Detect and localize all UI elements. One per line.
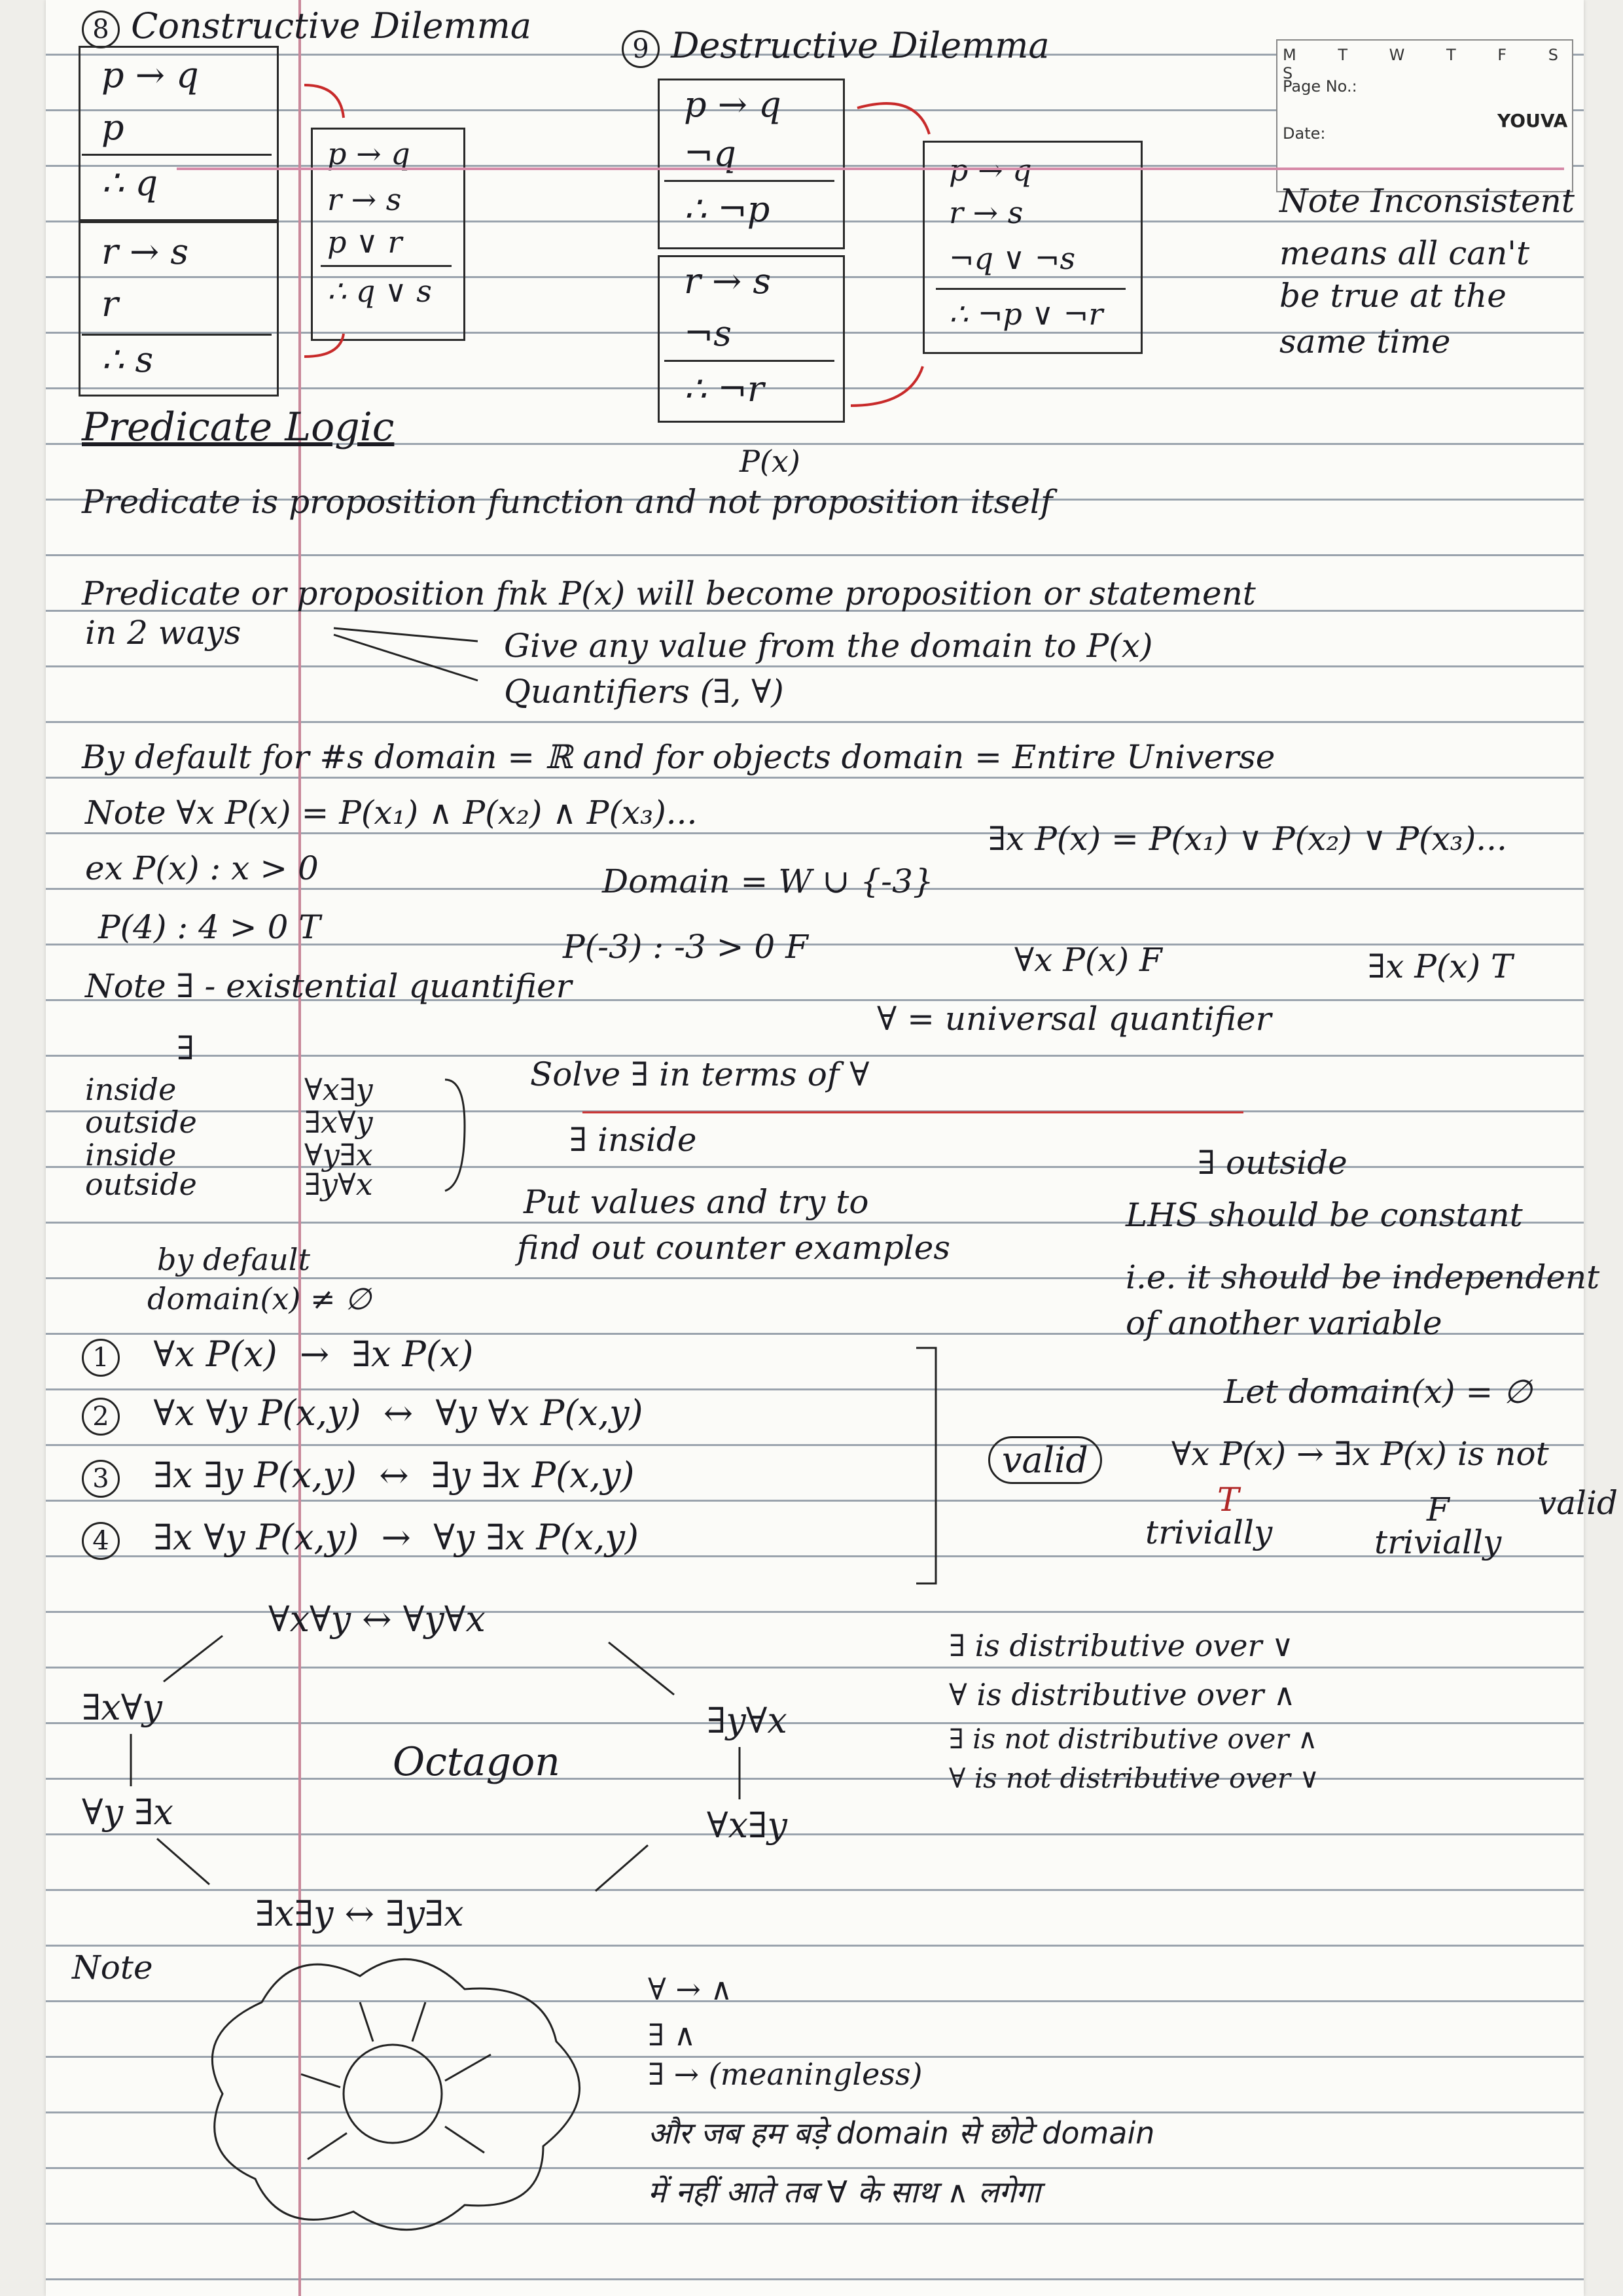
distributive-4: ∀ is not distributive over ∨ [949, 1762, 1320, 1794]
predicate-line3: in 2 ways [85, 614, 241, 652]
domain-nonempty: domain(x) ≠ ∅ [147, 1281, 372, 1316]
cc-line3: p ∨ r [327, 224, 402, 260]
trivially-2: trivially [1374, 1523, 1502, 1561]
nest-expr-4: ∃y∀x [304, 1167, 373, 1202]
empty-domain-t: T [1217, 1481, 1240, 1519]
page-no-label: Page No.: [1283, 77, 1357, 96]
c1-line3: ∴ q [101, 162, 158, 203]
cloud-arrow-6 [445, 2127, 484, 2153]
nest-label-2: outside [85, 1104, 197, 1140]
cloud-sketch [212, 1959, 579, 2229]
exists-result: ∃x P(x) T [1368, 947, 1513, 985]
lhs-constant: LHS should be constant [1126, 1196, 1523, 1234]
nest-label-3: inside [85, 1137, 177, 1173]
d2-line2: ¬s [684, 313, 732, 354]
solve-exists: Solve ∃ in terms of ∀ [530, 1055, 870, 1093]
example-line: ex P(x) : x > 0 [85, 849, 319, 887]
valid-badge: valid [988, 1436, 1102, 1484]
octagon-top: ∀x∀y ↔ ∀y∀x [268, 1598, 486, 1640]
bottom-note-hindi1: और जब हम बड़े domain से छोटे domain [648, 2115, 1155, 2151]
octagon-left2: ∀y ∃x [82, 1792, 174, 1833]
bottom-note-l2: ∃ ∧ [648, 2017, 696, 2053]
brand-logo: YOUVA [1497, 110, 1568, 132]
d2-line3: ∴ ¬r [684, 368, 764, 410]
cloud-arrow-2 [412, 2002, 425, 2041]
d1-line2: ¬q [684, 133, 736, 174]
exists-outside: ∃ outside [1198, 1144, 1347, 1182]
nest-label-4: outside [85, 1167, 197, 1202]
exists-inside: ∃ inside [569, 1121, 697, 1159]
section9-heading: 9 Destructive Dilemma [622, 26, 1050, 68]
octagon-right2: ∀x∃y [707, 1805, 787, 1846]
domain-circle [344, 2045, 442, 2143]
note-exists-expansion: ∃x P(x) = P(x₁) ∨ P(x₂) ∨ P(x₃)... [988, 820, 1507, 858]
rule-2: 2 ∀x ∀y P(x,y) ↔ ∀y ∀x P(x,y) [82, 1394, 643, 1436]
c2-line2: r [101, 283, 118, 325]
oct-arrow-3 [157, 1839, 209, 1884]
another-variable: of another variable [1126, 1304, 1442, 1342]
octagon-bottom: ∃x∃y ↔ ∃y∃x [255, 1893, 464, 1934]
sketch-layer [46, 0, 1584, 2296]
exists-symbol: ∃ [177, 1029, 195, 1067]
p4-eval: P(4) : 4 > 0 T [98, 908, 321, 946]
bottom-note-label: Note [72, 1949, 153, 1987]
empty-domain-f: F [1427, 1491, 1450, 1528]
cc-line2: r → s [327, 182, 402, 217]
cc-line1: p → q [327, 136, 410, 171]
c2-line3: ∴ s [101, 339, 154, 380]
dc-line2: r → s [949, 195, 1024, 230]
note-inconsistent-3: be true at the [1279, 277, 1507, 315]
nest-expr-1: ∀x∃y [304, 1072, 373, 1107]
rule-3: 3 ∃x ∃y P(x,y) ↔ ∃y ∃x P(x,y) [82, 1456, 634, 1498]
way2-arrow [334, 635, 478, 680]
bottom-note-l3: ∃ → (meaningless) [648, 2057, 923, 2092]
universal-quantifier: ∀ = universal quantifier [877, 1000, 1272, 1038]
note-inconsistent-1: Note Inconsistent [1279, 182, 1575, 220]
nesting-bracket [445, 1080, 465, 1191]
d1-line1: p → q [684, 84, 781, 125]
red-arrow-2 [304, 334, 344, 357]
octagon-left1: ∃x∀y [82, 1687, 162, 1728]
cc-line4: ∴ q ∨ s [327, 274, 432, 309]
dc-line4: ∴ ¬p ∨ ¬r [949, 296, 1103, 332]
distributive-2: ∀ is distributive over ∧ [949, 1677, 1296, 1712]
weekday-row: M T W T F S S [1283, 46, 1577, 82]
empty-domain-let: Let domain(x) = ∅ [1224, 1373, 1532, 1411]
empty-domain-valid: valid [1538, 1484, 1618, 1522]
nest-expr-3: ∀y∃x [304, 1137, 373, 1173]
predicate-way1: Give any value from the domain to P(x) [504, 627, 1153, 665]
c1-line2: p [101, 107, 124, 148]
bottom-note-l1: ∀ → ∧ [648, 1971, 733, 2007]
d2-line1: r → s [684, 260, 772, 302]
note-forall-expansion: Note ∀x P(x) = P(x₁) ∧ P(x₂) ∧ P(x₃)... [85, 794, 698, 832]
oct-arrow-1 [164, 1636, 223, 1682]
trivially-1: trivially [1145, 1513, 1273, 1551]
red-arrow-4 [851, 366, 923, 406]
notebook-page [46, 0, 1618, 2296]
predicate-line2: Predicate or proposition fnk P(x) will become proposition or statement [82, 574, 1256, 612]
section8-heading: 8 Constructive Dilemma [82, 7, 531, 48]
date-label: Date: [1283, 124, 1326, 143]
forall-result: ∀x P(x) F [1014, 941, 1162, 979]
note-inconsistent-4: same time [1279, 323, 1451, 361]
put-values: Put values and try to [524, 1183, 869, 1221]
pm3-eval: P(-3) : -3 > 0 F [563, 928, 808, 966]
note-existential: Note ∃ - existential quantifier [85, 967, 572, 1005]
bottom-note-hindi2: में नहीं आते तब ∀ के साथ ∧ लगेगा [648, 2174, 1041, 2210]
predicate-line1: Predicate is proposition function and not proposition itself [82, 483, 1053, 521]
rule-1: 1 ∀x P(x) → ∃x P(x) [82, 1335, 473, 1377]
distributive-1: ∃ is distributive over ∨ [949, 1628, 1294, 1663]
cloud-arrow-5 [308, 2133, 347, 2159]
cloud-arrow-3 [301, 2074, 340, 2087]
by-default: by default [157, 1242, 310, 1277]
empty-domain-stmt: ∀x P(x) → ∃x P(x) is not [1171, 1435, 1549, 1473]
octagon-right1: ∃y∀x [707, 1700, 787, 1741]
c1-line1: p → q [101, 54, 199, 96]
rules-bracket [916, 1348, 936, 1583]
dc-line1: p → q [949, 152, 1032, 188]
cloud-arrow-1 [360, 2002, 373, 2041]
d1-line3: ∴ ¬p [684, 188, 770, 230]
note-inconsistent-2: means all can't [1279, 234, 1530, 272]
dc-line3: ¬q ∨ ¬s [949, 241, 1076, 276]
example-domain: Domain = W ∪ {-3} [602, 862, 934, 900]
predicate-heading: Predicate Logic [82, 404, 395, 450]
nest-expr-2: ∃x∀y [304, 1104, 373, 1140]
octagon-center: Octagon [393, 1739, 560, 1785]
find-counter: find out counter examples [517, 1229, 950, 1267]
predicate-way2: Quantifiers (∃, ∀) [504, 673, 784, 711]
oct-arrow-6 [596, 1845, 648, 1891]
independent: i.e. it should be independent [1126, 1258, 1600, 1296]
px-label: P(x) [740, 444, 800, 479]
way1-arrow [334, 628, 478, 641]
red-arrow-1 [304, 85, 344, 118]
rule-4: 4 ∃x ∀y P(x,y) → ∀y ∃x P(x,y) [82, 1518, 639, 1560]
oct-arrow-4 [609, 1642, 674, 1695]
distributive-3: ∃ is not distributive over ∧ [949, 1723, 1318, 1755]
c2-line1: r → s [101, 231, 189, 272]
nest-label-1: inside [85, 1072, 177, 1107]
cloud-arrow-4 [445, 2055, 491, 2081]
red-arrow-3 [857, 103, 929, 134]
default-domain-line: By default for #s domain = ℝ and for objects domain = Entire Universe [82, 738, 1275, 776]
